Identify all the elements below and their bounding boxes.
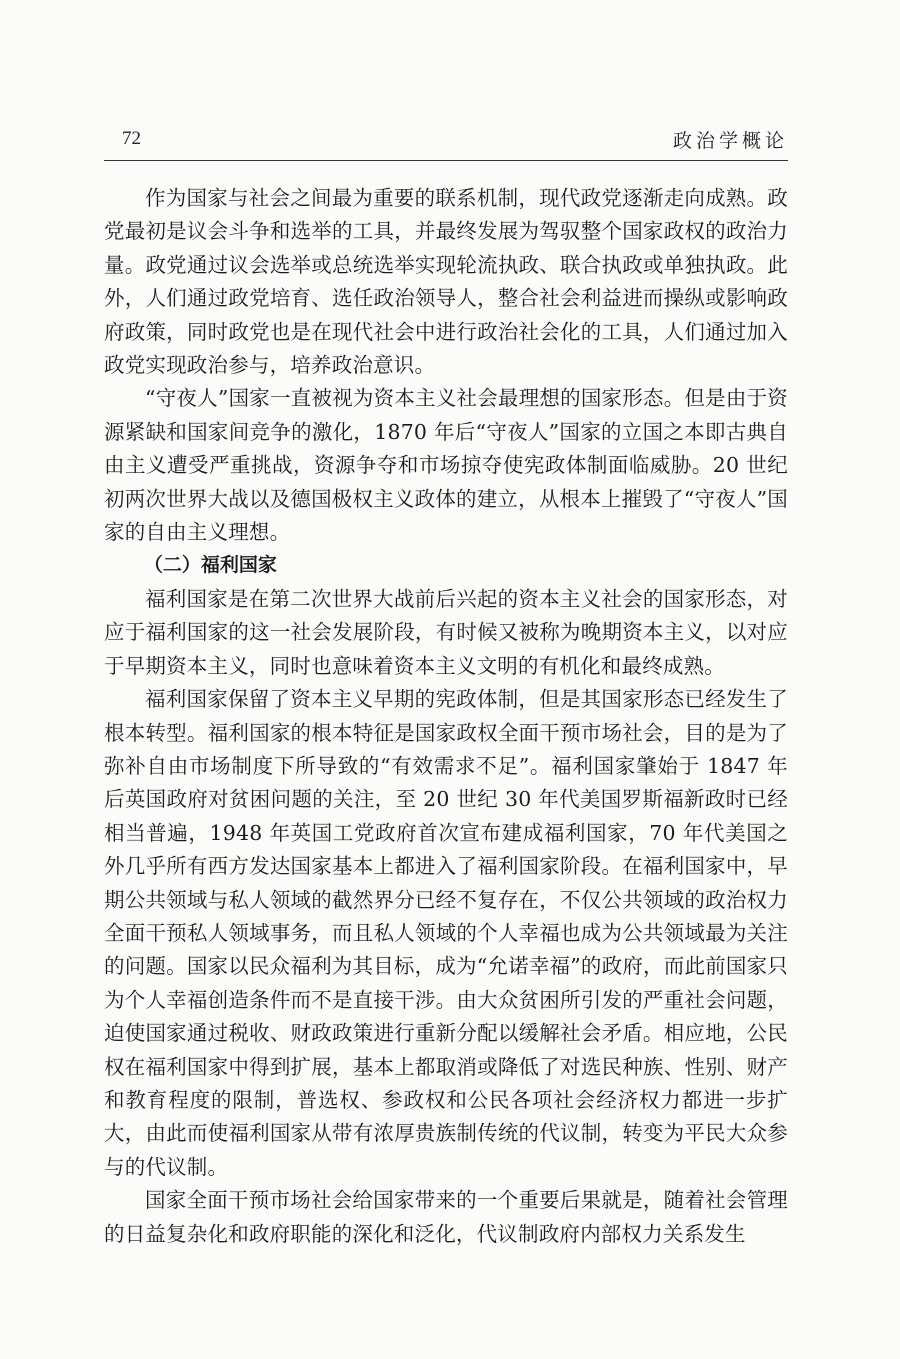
paragraph-welfare-state-transformation: 福利国家保留了资本主义早期的宪政体制，但是其国家形态已经发生了根本转型。福利国家的根本特征是国家政权全面干预市场社会，目的是为了弥补自由市场制度下所导致的“有效需求不足”。福利国家肇始于 1847 年后英国政府对贫困问题的关注，至 20 世纪 30 年代美国罗斯福新政时已经相当普遍，1948 年英国工党政府首次宣布建成福利国家，70 年代美国之外几乎所有西方发达国家基本上都进入了福利国家阶段。在福利国家中，早期公共领域与私人领域的截然界分已经不复存在，不仅公共领域的政治权力全面干预私人领域事务，而且私人领域的个人幸福也成为公共领域最为关注的问题。国家以民众福利为其目标，成为“允诺幸福”的政府，而此前国家只为个人幸福创造条件而不是直接干涉。由大众贫困所引发的严重社会问题，迫使国家通过税收、财政政策进行重新分配以缓解社会矛盾。相应地，公民权在福利国家中得到扩展，基本上都取消或降低了对选民种族、性别、财产和教育程度的限制，普选权、参政权和公民各项社会经济权力都进一步扩大，由此而使福利国家从带有浓厚贵族制传统的代议制，转变为平民大众参与的代议制。	[104, 687, 788, 1179]
paragraph-welfare-state-definition: 福利国家是在第二次世界大战前后兴起的资本主义社会的国家形态，对应于福利国家的这一社会发展阶段，有时候又被称为晚期资本主义，以对应于早期资本主义，同时也意味着资本主义文明的有机化和最终成熟。	[104, 586, 788, 678]
section-heading: （二）福利国家	[143, 554, 277, 577]
running-head	[104, 126, 788, 154]
paragraph-party: 作为国家与社会之间最为重要的联系机制，现代政党逐渐走向成熟。政党最初是议会斗争和选举的工具，并最终发展为驾驭整个国家政权的政治力量。政党通过议会选举或总统选举实现轮流执政、联合执政或单独执政。此外，人们通过政党培育、选任政治领导人，整合社会利益进而操纵或影响政府政策，同时政党也是在现代社会中进行政治社会化的工具，人们通过加入政党实现政治参与，培养政治意识。	[104, 186, 788, 378]
header-rule	[104, 160, 788, 161]
body-text	[104, 182, 788, 1251]
paragraph-state-intervention: 国家全面干预市场社会给国家带来的一个重要后果就是，随着社会管理的日益复杂化和政府职能的深化和泛化，代议制政府内部权力关系发生	[104, 1188, 788, 1246]
page-number: 72	[122, 128, 141, 149]
paragraph-night-watchman-state: “守夜人”国家一直被视为资本主义社会最理想的国家形态。但是由于资源紧缺和国家间竞争的激化，1870 年后“守夜人”国家的立国之本即古典自由主义遭受严重挑战，资源争夺和市场掠夺使宪政体制面临威胁。20 世纪初两次世界大战以及德国极权主义政体的建立，从根本上摧毁了“守夜人”国家的自由主义理想。	[104, 386, 788, 545]
book-title: 政治学概论	[672, 130, 788, 152]
